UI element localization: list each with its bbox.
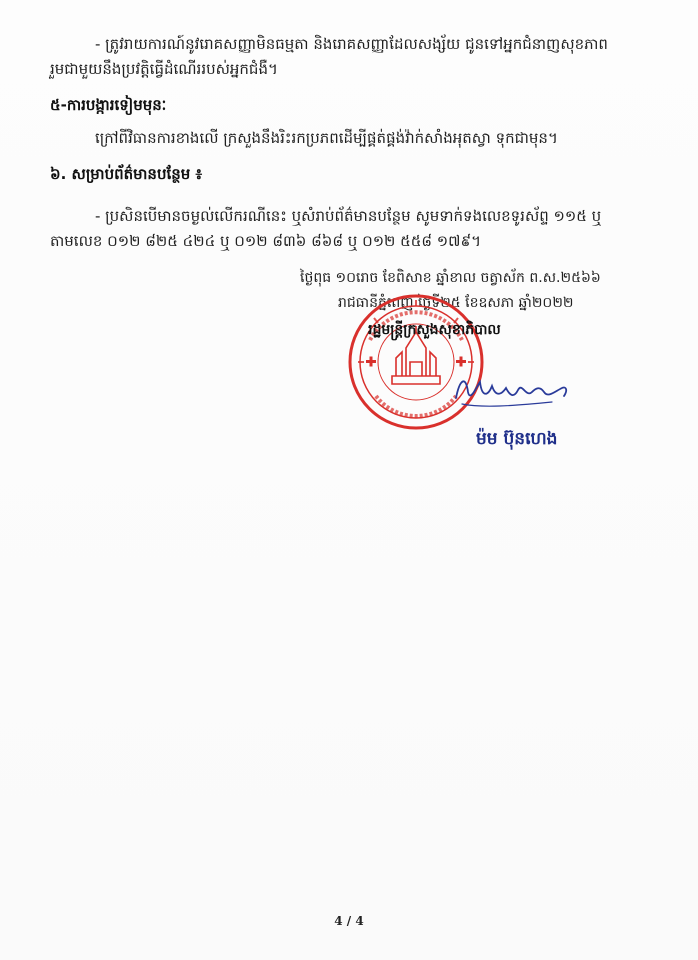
bullet-report-line2: រួមជាមួយនឹងប្រវត្តិធ្វើដំណើររបស់អ្នកជំងឺ។ [50, 60, 278, 78]
signature-icon [452, 368, 572, 414]
bullet-report-line1: - ត្រូវរាយការណ៍នូវរោគសញ្ញាមិនធម្មតា និងរោគសញ្ញាដែលសង្ស័យ ជូនទៅអ្នកជំនាញសុខភាព [95, 35, 608, 53]
section5-heading: ៥-ការបង្ការទៀមមុនៈ [50, 96, 167, 114]
section5-text: ក្រៅពីវិធានការខាងលើ ក្រសួងនឹងរិះរកប្រភពដើម្បីផ្គត់ផ្គង់វ៉ាក់សាំងអុតស្វា ទុកជាមុន។ [95, 129, 558, 147]
signer-name: ម៉ម ប៊ុនហេង [476, 429, 558, 449]
signer-title: រដ្ឋមន្ត្រីក្រសួងសុខាភិបាល [368, 322, 501, 338]
section6-line2: តាមលេខ ០១២ ៨២៥ ៤២៤ ឬ ០១២ ៨៣៦ ៨៦៨ ឬ ០១២ ៥៥៨ ១៧៩។ [50, 232, 481, 250]
section6-heading: ៦. សម្រាប់ព័ត៌មានបន្ថែម ៖ [50, 165, 203, 183]
section6-line1: - ប្រសិនបើមានចម្ងល់លើករណីនេះ ឬសំរាប់ព័ត៌មានបន្ថែម សូមទាក់ទងលេខទូរស័ព្ទ ១១៥ ឬ [95, 207, 602, 225]
date-solar: រាជធានីភ្នំពេញ ថ្ងៃទី២៥ ខែឧសភា ឆ្នាំ២០២២ [338, 295, 574, 311]
page-number: 4 / 4 [334, 914, 364, 928]
date-lunar: ថ្ងៃពុធ ១០រោច ខែពិសាខ ឆ្នាំខាល ចត្វាស័ក ព.ស.២៥៦៦ [300, 270, 601, 286]
